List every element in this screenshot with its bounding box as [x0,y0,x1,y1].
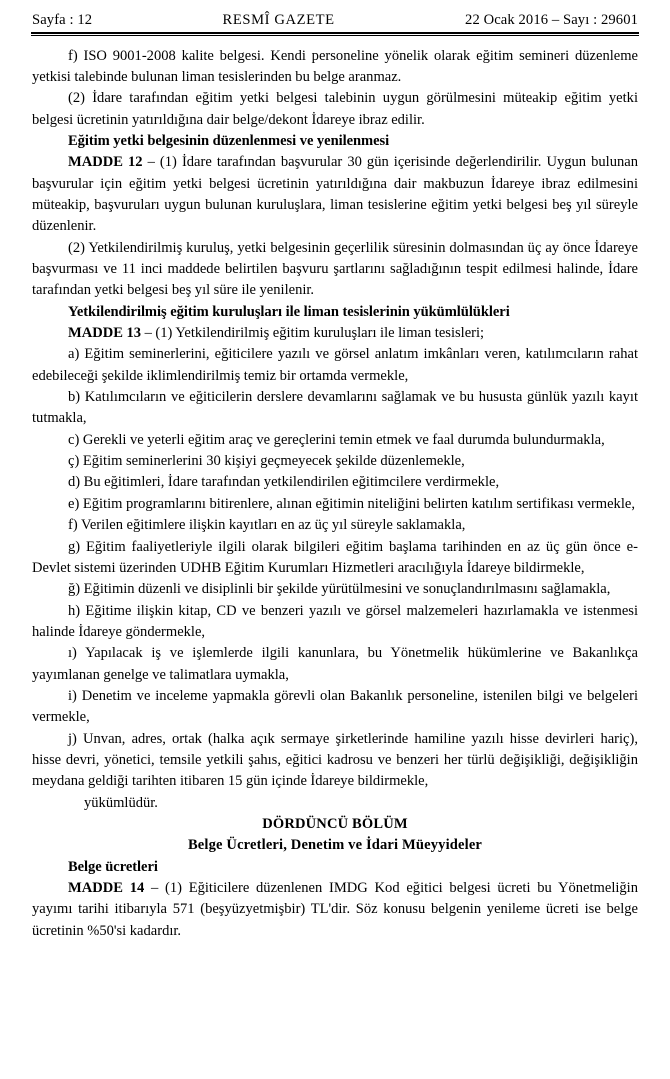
article-paragraph: c) Gerekli ve yeterli eğitim araç ve gereçlerini temin etmek ve faal durumda bulundurmakla, [68,431,605,448]
closing-line: yükümlüdür. [84,794,158,811]
article-paragraph: a) Eğitim seminerlerini, eğiticilere yazılı ve görsel anlatım imkânları veren, katılımcıların rahat edebileceği şekilde iklimlendirilmiş temiz bir ortamda vermekle, [32,346,638,384]
document-body [32,37,638,942]
article-paragraph: MADDE 12 – (1) İdare tarafından başvurular 30 gün içerisinde değerlendirilir. Uygun bulunan başvurular için eğitim yetki belgesi ücretinin yatırıldığına dair makbuzun İdareye ibraz edilmesini müteakip, başvuruları uygun bulunan kuruluşlara, liman tesislerine eğitim yetki belgesi beş yıl süreyle düzenlenir. [32,154,638,235]
article-paragraph: f) ISO 9001-2008 kalite belgesi. Kendi personeline yönelik olarak eğitim semineri düzenleme yetkisi talebinde bulunan liman tesislerinden bu belge aranmaz. [32,47,638,85]
article-paragraph: e) Eğitim programlarını bitirenlere, alınan eğitimin niteliğini belirten katılım sertifikası vermekle, [68,495,635,512]
running-head [32,0,638,28]
publication-title: RESMÎ GAZETE [222,12,335,28]
article-paragraph: f) Verilen eğitimlere ilişkin kayıtları en az üç yıl süreyle saklamakla, [68,517,466,534]
article-paragraph: ı) Yapılacak iş ve işlemlerde ilgili kanunlara, bu Yönetmelik hükümlerine ve Bakanlıkça yayımlanan genelge ve talimatlara uymakla, [32,645,638,683]
article-number-label: MADDE 14 [68,880,151,896]
article-paragraph: (2) Yetkilendirilmiş kuruluş, yetki belgesinin geçerlilik süresinin dolmasından üç ay önce İdareye başvurması ve 11 inci maddede belirtilen başvuru şartlarını sağladığının tespit edilmesi halinde, İdare tarafından yetki belgesi beş yıl süre ile yenilenir. [32,239,638,299]
article-paragraph: h) Eğitime ilişkin kitap, CD ve benzeri yazılı ve görsel malzemeleri hazırlamakla ve istenmesi halinde İdareye göndermekle, [32,602,638,640]
article-paragraph: ç) Eğitim seminerlerini 30 kişiyi geçmeyecek şekilde düzenlemekle, [68,453,465,470]
section-heading: Belge Ücretleri, Denetim ve İdari Müeyyideler [187,837,483,854]
article-paragraph: g) Eğitim faaliyetleriyle ilgili olarak bilgileri eğitim başlama tarihinden en az üç gün önce e-Devlet sistemi üzerinden UDHB Eğitim Kurumları Hizmetleri aracılığıyla İdareye bildirmekle, [32,538,638,576]
page-number-label: Sayfa : 12 [32,12,93,28]
article-number-label: MADDE 12 [68,154,148,171]
article-paragraph: MADDE 14 – (1) Eğiticilere düzenlenen IMDG Kod eğitici belgesi ücreti bu Yönetmeliğin yayımı tarihi itibarıyla 571 (beşyüzyetmişbir) TL'dir. Söz konusu belgenin yenileme ücreti ise belge ücretinin %50'si kadardır. [32,880,638,939]
article-subheading: Yetkilendirilmiş eğitim kuruluşları ile liman tesislerinin yükümlülükleri [68,303,510,320]
section-heading: DÖRDÜNCÜ BÖLÜM [262,815,408,832]
article-paragraph: d) Bu eğitimleri, İdare tarafından yetkilendirilen eğitimcilere verdirmekle, [68,474,500,491]
article-subheading: Belge ücretleri [68,858,158,875]
article-number-label: MADDE 13 [68,325,145,342]
article-paragraph: j) Unvan, adres, ortak (halka açık sermaye şirketlerinde hamiline yazılı hisse devirleri hariç), hisse devri, yönetici, temsile yetkili şahıs, eğitici kadrosu ve benzeri her türlü değişikliği, değişikliğin meydana geldiği tarihten itibaren 15 gün içinde İdareye bildirmekle, [32,730,638,790]
issue-date-number: 22 Ocak 2016 – Sayı : 29601 [465,12,638,28]
article-paragraph: ğ) Eğitimin düzenli ve disiplinli bir şekilde yürütülmesini ve sonuçlandırılmasını sağlamakla, [68,581,611,598]
article-paragraph: b) Katılımcıların ve eğiticilerin derslere devamlarını sağlamak ve bu hususta günlük yazılı kayıt tutmakla, [32,389,638,427]
article-subheading: Eğitim yetki belgesinin düzenlenmesi ve yenilenmesi [68,132,390,149]
article-paragraph: i) Denetim ve inceleme yapmakla görevli olan Bakanlık personeline, istenilen bilgi ve belgeleri vermekle, [32,687,638,726]
article-paragraph: MADDE 13 – (1) Yetkilendirilmiş eğitim kuruluşları ile liman tesisleri; [68,325,485,342]
article-paragraph: (2) İdare tarafından eğitim yetki belgesi talebinin uygun görülmesini müteakip eğitim yetki belgesi ücretinin yatırıldığına dair belge/dekont İdareye ibraz edilir. [32,90,638,128]
